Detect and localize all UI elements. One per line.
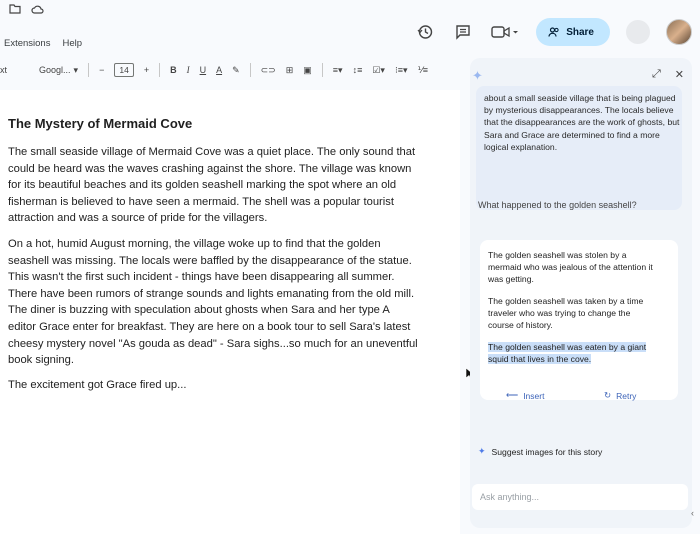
retry-label: Retry [616, 390, 637, 401]
align-icon[interactable]: ≡▾ [332, 64, 343, 75]
header-tools [414, 18, 692, 46]
ask-input-box [472, 484, 688, 510]
chevron-down-icon: ▾ [73, 64, 79, 75]
sparkle-icon: ✦ [472, 68, 483, 83]
cloud-icon[interactable] [30, 2, 44, 16]
menu-bar [4, 38, 82, 49]
highlighted-text: The golden seashell was eaten by a giant squid that lives in the cove. [488, 342, 647, 364]
sparkle-icon: ✦ [478, 446, 486, 456]
document-title: The Mystery of Mermaid Cove [8, 116, 193, 131]
retry-button[interactable] [604, 390, 636, 401]
share-label: Share [566, 26, 594, 38]
italic-button[interactable]: I [186, 65, 190, 75]
font-name: Googl... [39, 65, 71, 75]
link-icon[interactable]: ⊂⊃ [260, 64, 276, 75]
menu-extensions[interactable]: Extensions [4, 38, 51, 49]
document-page[interactable] [0, 90, 460, 534]
decrease-font-size-button[interactable]: − [99, 65, 105, 75]
share-button[interactable] [536, 18, 610, 46]
bold-button[interactable]: B [170, 65, 177, 75]
top-bar [0, 0, 700, 56]
insert-label: Insert [523, 390, 545, 401]
avatar[interactable] [666, 19, 692, 45]
bulleted-list-icon[interactable]: ⁝≡▾ [394, 64, 408, 75]
close-icon[interactable]: ✕ [674, 69, 684, 81]
suggestion-option[interactable]: The golden seashell was taken by a time traveler who was trying to change the course of history. [488, 296, 644, 330]
collaborator-avatar[interactable] [626, 20, 650, 44]
summary-text: about a small seaside village that is being plagued by mysterious disappearances. The locals believe that the disappearances are the work of ghosts, but Sara and Grace are determined to find a more logical explanation. [484, 93, 680, 152]
doc-status-icons [8, 2, 44, 16]
suggestion-option-selected[interactable] [488, 342, 654, 366]
suggestion-option[interactable]: The golden seashell was stolen by a mermaid who was jealous of the attention it was getting. [488, 250, 653, 284]
response-card [476, 86, 682, 210]
history-icon[interactable] [414, 21, 436, 43]
expand-icon[interactable]: ⤢ [651, 68, 661, 80]
divider [322, 63, 323, 77]
increase-font-size-button[interactable]: + [143, 65, 150, 75]
insert-button[interactable] [506, 390, 544, 401]
suggest-images-button[interactable] [478, 446, 602, 457]
divider [250, 63, 251, 77]
style-select[interactable]: xt [0, 65, 8, 75]
ai-side-panel [470, 58, 692, 528]
document-paragraph: The small seaside village of Mermaid Cove was a quiet place. The only sound that could be heard was the waves crashing against the shore. The village was known for its beautiful beaches and its golden seashell marking the spot where an old fisherman is believed to have seen a mermaid. The shell was a popular tourist attraction and was a source of pride for the villagers. [8, 146, 416, 225]
menu-help[interactable]: Help [62, 38, 83, 49]
ask-input[interactable] [472, 484, 688, 510]
refresh-icon: ↻ [604, 390, 612, 400]
meet-video-icon[interactable] [490, 21, 520, 43]
user-question: What happened to the golden seashell? [478, 200, 637, 210]
line-spacing-icon[interactable]: ↕≡ [352, 65, 363, 75]
add-comment-icon[interactable]: ⊞ [285, 64, 294, 75]
underline-button[interactable]: U [199, 65, 207, 75]
text-color-button[interactable]: A [216, 65, 223, 75]
highlight-pen-icon[interactable]: ✎ [232, 64, 240, 75]
arrow-left-icon: ⟵ [506, 390, 519, 400]
document-paragraph: On a hot, humid August morning, the village woke up to find that the golden seashell was missing. The locals were baffled by the disappearance of the statue. This wasn't the first such incident - things have been disappearing all summer. There have been rumors of strange sounds and lights emanating from the old mill. The diner is buzzing with speculation about ghosts when Sara and her type A editor Grace enter for breakfast. They are here on a book tour to sell Sara's latest cheesy mystery novel "As gouda as dead" - Sara sighs...so much for an uneventful book signing. [8, 238, 418, 367]
document-paragraph: The excitement got Grace fired up... [8, 379, 187, 391]
numbered-list-icon[interactable]: ⅟≡ [417, 64, 428, 75]
format-toolbar [0, 58, 470, 82]
comments-icon[interactable] [452, 21, 474, 43]
checklist-icon[interactable]: ☑▾ [372, 64, 385, 75]
font-size-field[interactable]: 14 [114, 63, 133, 77]
divider [159, 63, 160, 77]
folder-icon[interactable] [8, 2, 22, 16]
chevron-left-icon[interactable]: ‹ [691, 508, 694, 518]
panel-controls [652, 68, 684, 81]
suggestions-card [480, 240, 678, 400]
font-select[interactable] [39, 65, 78, 76]
divider [88, 63, 89, 77]
response-actions [480, 386, 678, 408]
suggest-label: Suggest images for this story [491, 446, 603, 457]
insert-image-icon[interactable]: ▣ [303, 64, 312, 75]
people-icon [548, 27, 560, 37]
